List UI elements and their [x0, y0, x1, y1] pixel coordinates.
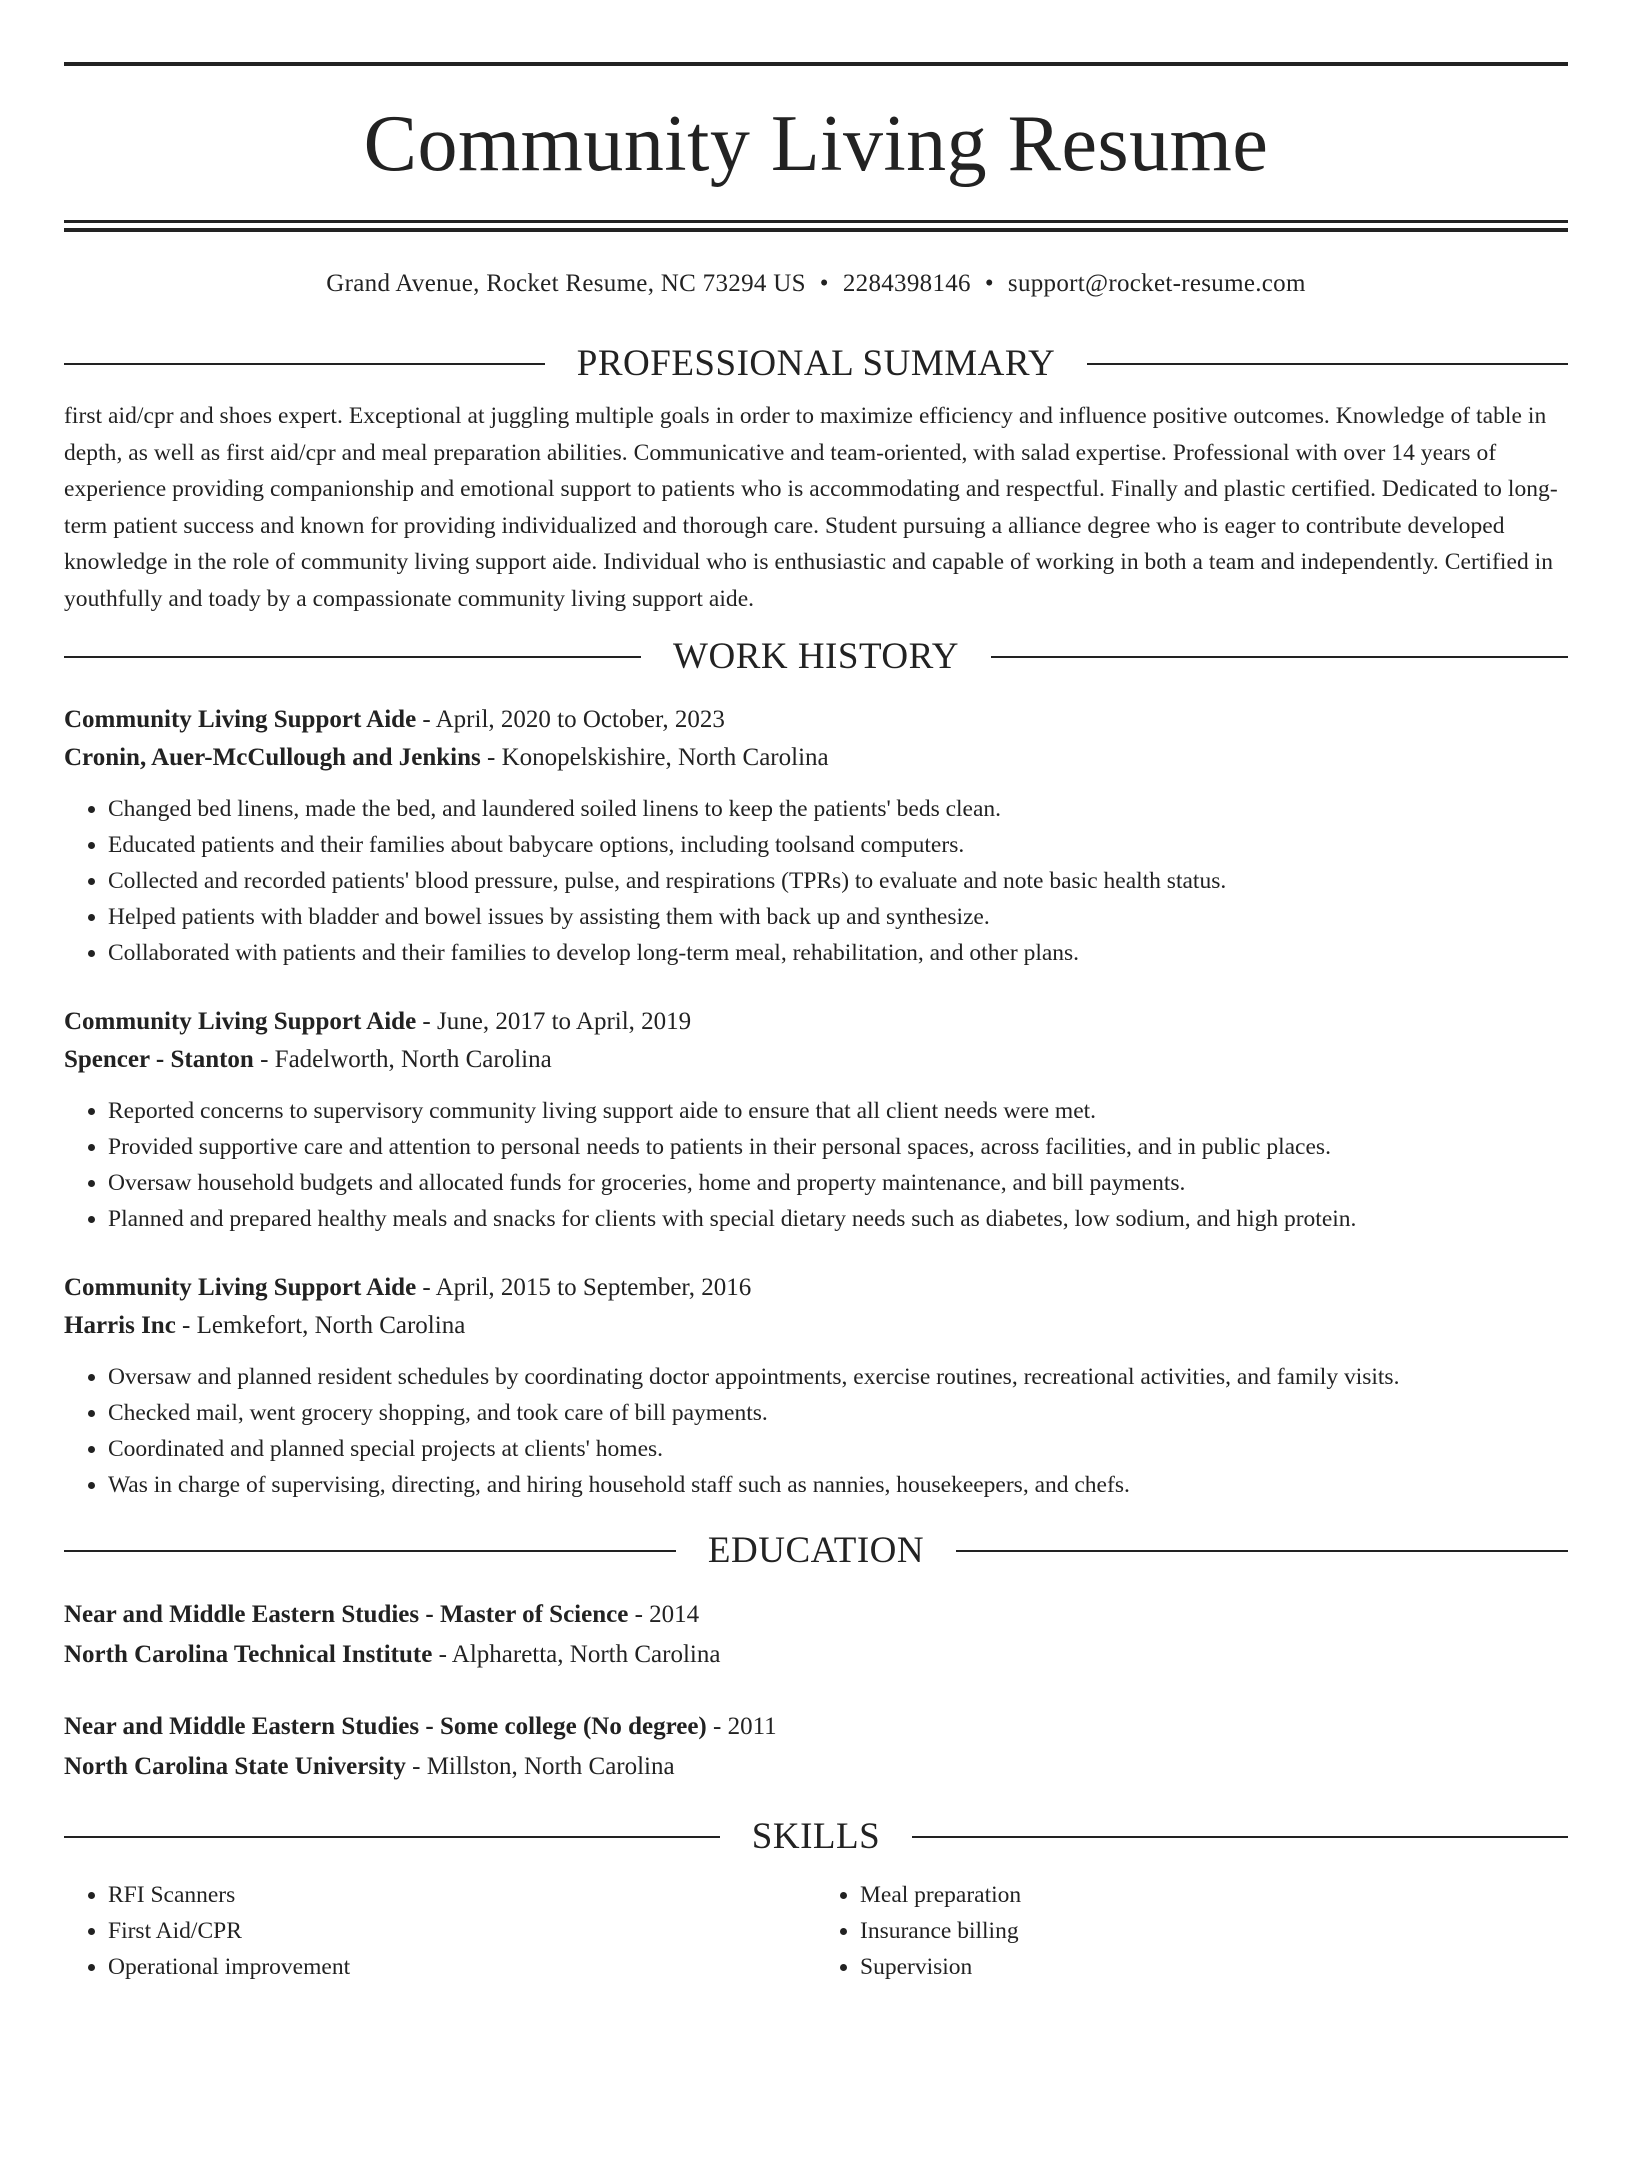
job-duty: • Was in charge of supervising, directing, and hiring household staff such as nannies, housekeepers, and chefs.	[108, 1467, 1568, 1503]
education-school: North Carolina State University	[64, 1753, 406, 1780]
job-entry	[64, 1003, 1568, 1237]
job-dates: - April, 2020 to October, 2023	[416, 706, 725, 733]
job-duty: • Planned and prepared healthy meals and snacks for clients with special dietary needs such as diabetes, low sodium, and high protein.	[108, 1201, 1568, 1237]
skills-column-right	[816, 1877, 1568, 1985]
heading-rule-right	[991, 656, 1568, 658]
section-heading-education	[64, 1529, 1568, 1573]
education-school: North Carolina Technical Institute	[64, 1641, 433, 1668]
education-degree: Near and Middle Eastern Studies - Master of Science	[64, 1601, 629, 1628]
contact-phone[interactable]: 2284398146	[842, 270, 971, 297]
education-degree: Near and Middle Eastern Studies - Some college (No degree)	[64, 1713, 707, 1740]
job-duty: • Reported concerns to supervisory community living support aide to ensure that all client needs were met.	[108, 1093, 1568, 1129]
skill-item: • RFI Scanners	[108, 1877, 816, 1913]
summary-text: first aid/cpr and shoes expert. Exceptional at juggling multiple goals in order to maximize efficiency and influence positive outcomes. Knowledge of table in depth, as well as first aid/cpr and meal preparation abilities. Communicative and team-oriented, with salad expertise. Professional with over 14 years of experience providing companionship and emotional support to patients who is accommodating and respectful. Finally and plastic certified. Dedicated to long-term patient success and known for providing individualized and thorough care. Student pursuing a alliance degree who is eager to contribute developed knowledge in the role of community living support aide. Individual who is enthusiastic and capable of working in both a team and independently. Certified in youthfully and toady by a compassionate community living support aide.	[64, 403, 1558, 612]
job-duty: • Provided supportive care and attention to personal needs to patients in their personal spaces, across facilities, and in public places.	[108, 1129, 1568, 1165]
section-heading-summary	[64, 342, 1568, 386]
education-location: - Alpharetta, North Carolina	[432, 1641, 721, 1668]
job-company-line	[64, 1041, 1568, 1079]
job-duty: • Coordinated and planned special projects at clients' homes.	[108, 1431, 1568, 1467]
section-title: EDUCATION	[707, 1530, 925, 1571]
job-duty: • Helped patients with bladder and bowel issues by assisting them with back up and synthesize.	[108, 899, 1568, 935]
section-heading-skills	[64, 1815, 1568, 1859]
education-entry	[64, 1707, 1568, 1787]
job-entry	[64, 701, 1568, 971]
job-duty: • Changed bed linens, made the bed, and laundered soiled linens to keep the patients' beds clean.	[108, 791, 1568, 827]
job-duties-list	[64, 1093, 1568, 1237]
top-rule	[64, 62, 1568, 66]
contact-separator: •	[819, 270, 829, 297]
education-year: - 2014	[628, 1601, 700, 1628]
job-company-line	[64, 1307, 1568, 1345]
resume-page	[0, 62, 1632, 2174]
job-duty: • Oversaw and planned resident schedules by coordinating doctor appointments, exercise routines, recreational activities, and family visits.	[108, 1359, 1568, 1395]
skill-item: • First Aid/CPR	[108, 1913, 816, 1949]
job-duties-list	[64, 791, 1568, 971]
job-duties-list	[64, 1359, 1568, 1503]
contact-separator: •	[984, 270, 994, 297]
job-duty: • Educated patients and their families about babycare options, including toolsand computers.	[108, 827, 1568, 863]
job-duty: • Oversaw household budgets and allocated funds for groceries, home and property maintenance, and bill payments.	[108, 1165, 1568, 1201]
job-title: Community Living Support Aide	[64, 706, 417, 733]
education-location: - Millston, North Carolina	[405, 1753, 675, 1780]
job-title: Community Living Support Aide	[64, 1274, 417, 1301]
skill-item: • Supervision	[860, 1949, 1568, 1985]
section-title: SKILLS	[751, 1816, 881, 1857]
job-company: Cronin, Auer-McCullough and Jenkins	[64, 744, 481, 771]
job-duty: • Collaborated with patients and their families to develop long-term meal, rehabilitation, and other plans.	[108, 935, 1568, 971]
job-title-line	[64, 701, 1568, 739]
section-heading-work-history	[64, 635, 1568, 679]
heading-rule-left	[64, 1550, 676, 1552]
heading-rule-left	[64, 363, 545, 365]
skills-list	[816, 1877, 1568, 1985]
skill-item: • Operational improvement	[108, 1949, 816, 1985]
heading-rule-right	[956, 1550, 1568, 1552]
skill-item: • Insurance billing	[860, 1913, 1568, 1949]
job-location: - Lemkefort, North Carolina	[175, 1312, 466, 1339]
job-company: Harris Inc	[64, 1312, 176, 1339]
heading-rule-left	[64, 1836, 720, 1838]
job-dates: - April, 2015 to September, 2016	[416, 1274, 752, 1301]
skills-list	[64, 1877, 816, 1985]
job-entry	[64, 1269, 1568, 1503]
education-year: - 2011	[706, 1713, 777, 1740]
section-title: WORK HISTORY	[673, 636, 959, 677]
education-degree-line	[64, 1595, 1568, 1635]
contact-line	[64, 268, 1568, 300]
job-company-line	[64, 739, 1568, 777]
education-degree-line	[64, 1707, 1568, 1747]
title-double-rule	[64, 220, 1568, 232]
heading-rule-right	[1087, 363, 1568, 365]
education-entry	[64, 1595, 1568, 1675]
job-title-line	[64, 1269, 1568, 1307]
job-duty: • Collected and recorded patients' blood pressure, pulse, and respirations (TPRs) to evaluate and note basic health status.	[108, 863, 1568, 899]
contact-email[interactable]: support@rocket-resume.com	[1007, 270, 1306, 297]
education-school-line	[64, 1747, 1568, 1787]
job-dates: - June, 2017 to April, 2019	[416, 1008, 692, 1035]
job-location: - Konopelskishire, North Carolina	[480, 744, 829, 771]
skills-grid	[64, 1877, 1568, 1985]
job-title-line	[64, 1003, 1568, 1041]
skills-column-left	[64, 1877, 816, 1985]
job-location: - Fadelworth, North Carolina	[253, 1046, 552, 1073]
job-company: Spencer - Stanton	[64, 1046, 254, 1073]
contact-address: Grand Avenue, Rocket Resume, NC 73294 US	[326, 270, 806, 297]
resume-title: Community Living Resume	[363, 100, 1269, 188]
job-duty: • Checked mail, went grocery shopping, and took care of bill payments.	[108, 1395, 1568, 1431]
section-title: PROFESSIONAL SUMMARY	[576, 343, 1056, 384]
heading-rule-left	[64, 656, 641, 658]
heading-rule-right	[912, 1836, 1568, 1838]
job-title: Community Living Support Aide	[64, 1008, 417, 1035]
skill-item: • Meal preparation	[860, 1877, 1568, 1913]
education-school-line	[64, 1635, 1568, 1675]
